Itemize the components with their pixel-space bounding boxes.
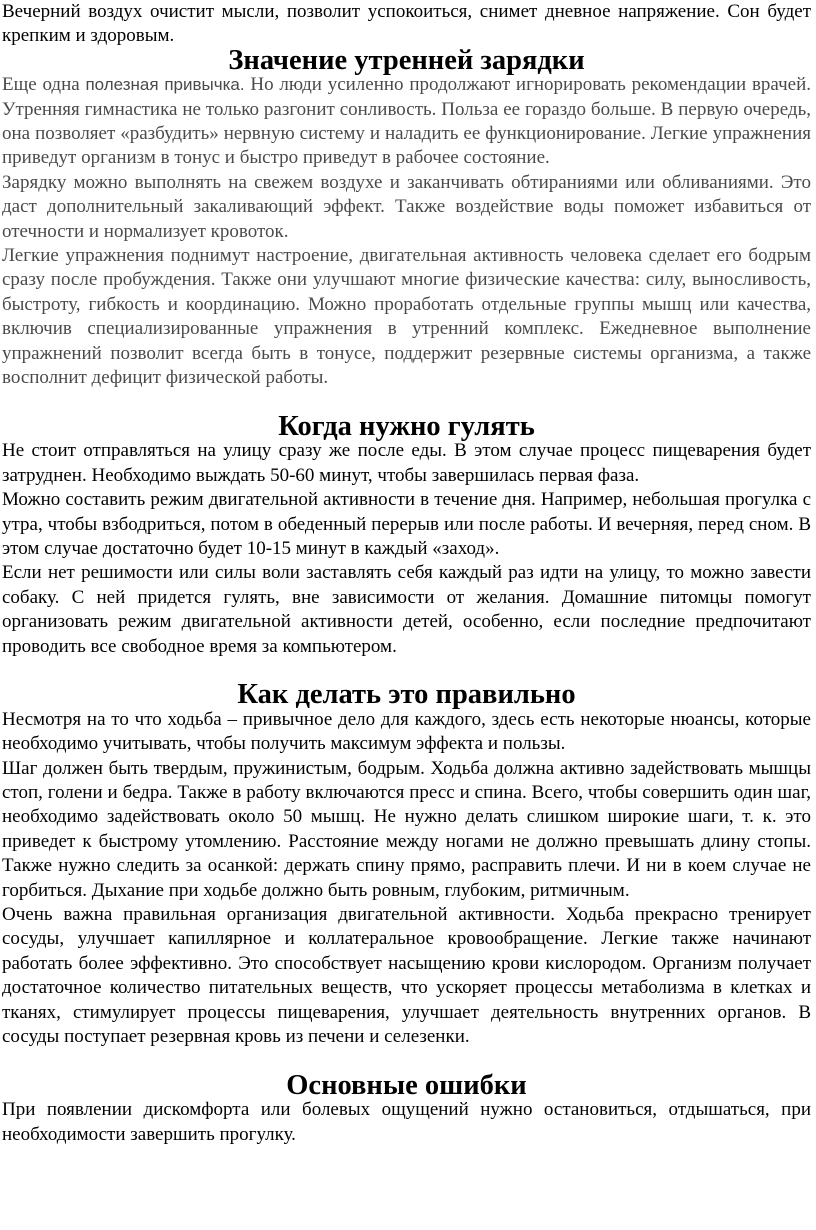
morning-paragraph-1 bbox=[2, 73, 811, 171]
walk-time-paragraph-3: Если нет решимости или силы воли заставлять себя каждый раз идти на улицу, то можно завести собаку. С ней придется гулять, вне зависимости от желания. Домашние питомцы помогут организовать режим двигательной активности детей, особенно, если последние предпочитают проводить все свободное время за компьютером. bbox=[2, 562, 811, 657]
walk-time-paragraph-2: Можно составить режим двигательной активности в течение дня. Например, небольшая прогулка с утра, чтобы взбодриться, потом в обеденный перерыв или после работы. И вечерняя, перед сном. В этом случае достаточно будет 10-15 минут в каждый «заход». bbox=[2, 489, 811, 559]
morning-paragraph-3: Легкие упражнения поднимут настроение, двигательная активность человека сделает его бодрым сразу после пробуждения. Также они улучшают многие физические качества: силу, выносливость, быстроту, гибкость и координацию. Можно проработать отдельные группы мышц или качества, включив специализированные упражнения в утренний комплекс. Ежедневное выполнение упражнений позволит всегда быть в тонусе, поддержит резервные системы организма, а также восполнит дефицит физической работы. bbox=[2, 245, 811, 389]
walk-time-paragraph-1: Не стоит отправляться на улицу сразу же после еды. В этом случае процесс пищеварения будет затруднен. Необходимо выждать 50-60 минут, чтобы завершилась первая фаза. bbox=[2, 440, 811, 486]
section-heading-main-mistakes: Основные ошибки bbox=[286, 1069, 527, 1101]
mistakes-paragraph-1: При появлении дискомфорта или болевых ощущений нужно остановиться, отдышаться, при необходимости завершить прогулку. bbox=[2, 1099, 811, 1145]
intro-paragraph: Вечерний воздух очистит мысли, позволит успокоиться, снимет дневное напряжение. Сон будет крепким и здоровым. bbox=[2, 1, 811, 47]
technique-paragraph-1: Несмотря на то что ходьба – привычное дело для каждого, здесь есть некоторые нюансы, которые необходимо учитывать, чтобы получить максимум эффекта и пользы. bbox=[2, 708, 811, 755]
section-heading-when-to-walk: Когда нужно гулять bbox=[278, 410, 535, 442]
morning-paragraph-2: Зарядку можно выполнять на свежем воздухе и заканчивать обтираниями или обливаниями. Это даст дополнительный закаливающий эффект. Также воздействие воды поможет избавиться от отечности и нормализует кровоток. bbox=[2, 171, 811, 242]
morning-paragraph-1-rest: Но люди усиленно продолжают игнорировать рекомендации врачей. Утренняя гимнастика не только разгонит сонливость. Польза ее гораздо больше. В первую очередь, она позволяет «разбудить» нервную систему и наладить ее функционирование. Легкие упражнения приведут организм в тонус и быстро приведут в рабочее состояние. bbox=[2, 74, 812, 169]
technique-paragraph-2: Шаг должен быть твердым, пружинистым, бодрым. Ходьба должна активно задействовать мышцы стоп, голени и бедра. Также в работу включаются пресс и спина. Всего, чтобы совершить один шаг, необходимо задействовать около 50 мышц. Не нужно делать слишком широкие шаги, т. к. это приведет к быстрому утомлению. Расстояние между ногами не должно превышать длину стопы. Также нужно следить за осанкой: держать спину прямо, расправить плечи. И ни в коем случае не горбиться. Дыхание при ходьбе должно быть ровным, глубоким, ритмичным. bbox=[2, 757, 811, 901]
section-heading-morning-exercise: Значение утренней зарядки bbox=[228, 44, 585, 76]
morning-paragraph-1-start: Еще одна bbox=[2, 74, 80, 96]
section-heading-how-to-do-it: Как делать это правильно bbox=[237, 679, 576, 711]
useful-habit-link[interactable]: полезная привычка. bbox=[85, 75, 245, 95]
technique-paragraph-3: Очень важна правильная организация двигательной активности. Ходьба прекрасно тренирует сосуды, улучшает капиллярное и коллатеральное кровообращение. Легкие также начинают работать более эффективно. Это способствует насыщению крови кислородом. Организм получает достаточное количество питательных веществ, что ускоряет процессы метаболизма в клетках и тканях, стимулирует процессы пищеварения, улучшает деятельность внутренних органов. В сосуды поступает резервная кровь из печени и селезенки. bbox=[2, 904, 811, 1048]
